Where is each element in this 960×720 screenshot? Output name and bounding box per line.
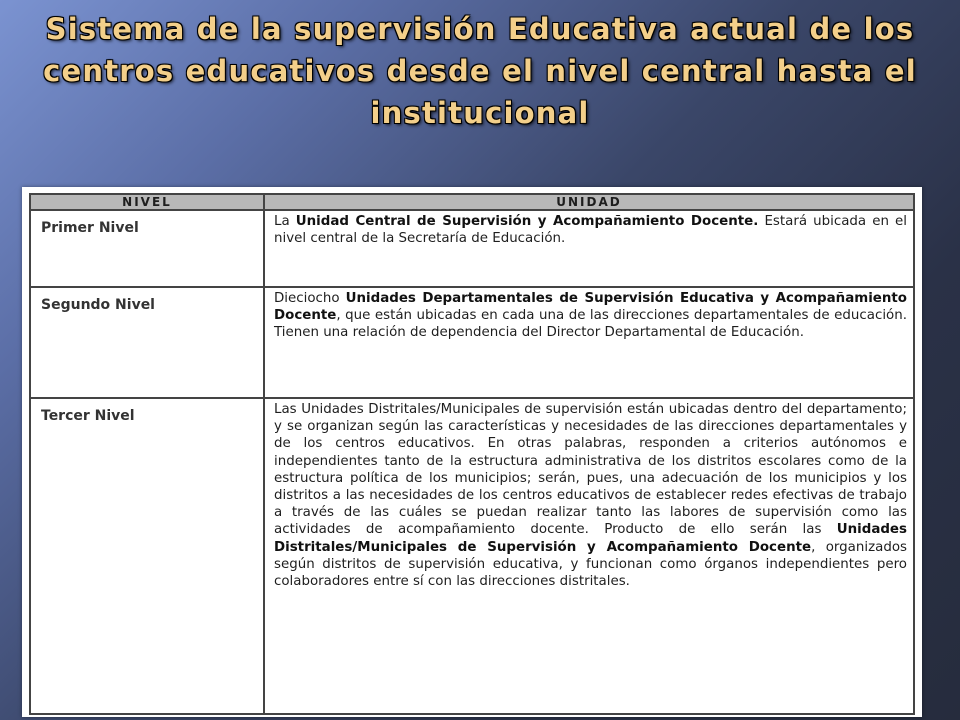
supervision-levels-table bbox=[29, 193, 915, 715]
unit-text: Estará ubicada en el nivel central de la Secretaría de Educación. bbox=[274, 214, 907, 247]
level-cell: Segundo Nivel bbox=[30, 287, 264, 398]
unit-text: La bbox=[274, 214, 296, 229]
unit-cell bbox=[264, 398, 914, 714]
unit-text: Las Unidades Distritales/Municipales de supervisión están ubicadas dentro del departamento; y se organizan según las características y necesidades de las direcciones departamentales y de los centros educativos. En otras palabras, responden a criterios autónomos e independientes tanto de la estructura administrativa de los distritos escolares como de la estructura política de los municipios; serán, pues, una adecuación de los municipios y los distritos a las necesidades de los centros educativos de establecer redes efectivas de trabajo a través de las cuáles se puedan realizar tanto las labores de supervisión como las actividades de acompañamiento docente. Producto de ello serán las bbox=[274, 402, 907, 538]
unit-bold-text: Unidades Departamentales de Supervisión Educativa y Acompañamiento Docente bbox=[274, 291, 907, 324]
table-row bbox=[30, 398, 914, 714]
unit-text: Dieciocho bbox=[274, 291, 346, 306]
table-row bbox=[30, 287, 914, 398]
slide-title: Sistema de la supervisión Educativa actual de los centros educativos desde el nivel central hasta el institucional bbox=[43, 12, 917, 130]
unit-cell bbox=[264, 287, 914, 398]
unit-text: , organizados según distritos de supervisión educativa, y funcionan como órganos independientes pero colaboradores entre sí con las direcciones distritales. bbox=[274, 539, 907, 590]
level-cell: Primer Nivel bbox=[30, 210, 264, 287]
table-header-row bbox=[30, 194, 914, 210]
unit-bold-text: Unidad Central de Supervisión y Acompañamiento Docente. bbox=[295, 214, 759, 229]
header-unit: UNIDAD bbox=[264, 194, 914, 210]
unit-bold-text: Unidades Distritales/Municipales de Supervisión y Acompañamiento Docente bbox=[274, 522, 907, 555]
table-row bbox=[30, 210, 914, 287]
document-image-panel bbox=[22, 187, 922, 717]
unit-text: , que están ubicadas en cada una de las direcciones departamentales de educación. Tienen una relación de dependencia del Director Departamental de Educación. bbox=[274, 308, 907, 341]
unit-cell bbox=[264, 210, 914, 287]
level-cell: Tercer Nivel bbox=[30, 398, 264, 714]
header-level: NIVEL bbox=[30, 194, 264, 210]
